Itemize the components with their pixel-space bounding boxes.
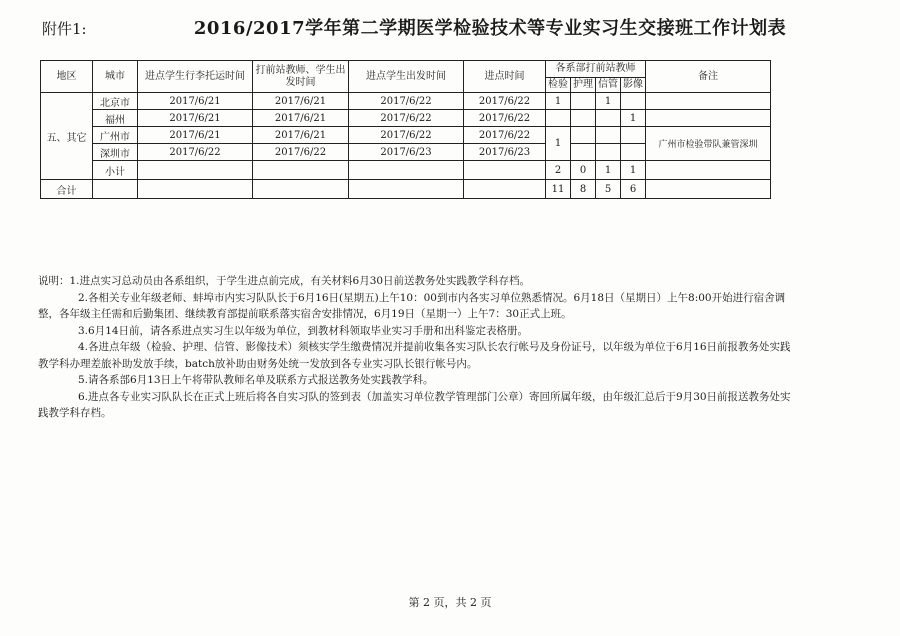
- note-item: 2.各相关专业年级老师、蚌埠市内实习队队长于6月16日(星期五)上午10：00到市内各实习单位熟悉情况。6月18日（星期日）上午8:00开始进行宿舍调整，各年级主任需和后勤集团、继续教育部提前联系落实宿舍安排情况，6月19日（星期一）上午7：30正式上班。: [38, 291, 786, 320]
- teacher-cell: 2017/6/22: [253, 144, 349, 161]
- note-item: 3.6月14日前，请各系进点实习生以年级为单位，到教材科领取毕业实习手册和出科鉴定表格册。: [78, 324, 529, 337]
- note-item: 说明：1.进点实习总动员由各系组织，于学生进点前完成，有关材料6月30日前送教务处实践教学科存档。: [38, 275, 531, 287]
- teacher-cell: 2017/6/21: [253, 127, 349, 144]
- yx-cell: [621, 144, 646, 161]
- depart-cell: 2017/6/22: [349, 127, 464, 144]
- luggage-cell: 2017/6/21: [138, 127, 253, 144]
- table-row: [41, 110, 771, 127]
- total-xg: 5: [596, 180, 621, 199]
- arrive-cell: 2017/6/22: [464, 127, 546, 144]
- total-yx: 6: [621, 180, 646, 199]
- luggage-cell: 2017/6/21: [138, 93, 253, 110]
- page-number: 第 2 页，共 2 页: [408, 596, 492, 609]
- col-header-region: 地区: [41, 61, 93, 93]
- jy-cell: 1: [546, 127, 571, 161]
- col-header-hl: 护理: [571, 78, 596, 93]
- city-cell: 广州市: [93, 127, 138, 144]
- arrive-cell: 2017/6/22: [464, 93, 546, 110]
- hl-cell: [571, 144, 596, 161]
- hl-cell: [571, 93, 596, 110]
- col-header-xg: 信管: [596, 78, 621, 93]
- jy-cell: 1: [546, 93, 571, 110]
- yx-cell: [621, 127, 646, 144]
- table-row: [41, 127, 771, 144]
- col-header-remark: 备注: [646, 61, 771, 93]
- xg-cell: [596, 144, 621, 161]
- plan-table: [40, 60, 771, 199]
- jy-cell: [546, 110, 571, 127]
- xg-cell: [596, 110, 621, 127]
- col-header-jy: 检验: [546, 78, 571, 93]
- remark-cell: 广州市检验带队兼管深圳: [646, 127, 771, 161]
- subtotal-label: 小计: [93, 161, 138, 180]
- xg-cell: 1: [596, 93, 621, 110]
- luggage-cell: 2017/6/21: [138, 110, 253, 127]
- arrive-cell: 2017/6/23: [464, 144, 546, 161]
- depart-cell: 2017/6/23: [349, 144, 464, 161]
- col-header-dept-group: 各系部打前站教师: [546, 61, 646, 78]
- subtotal-row: [41, 161, 771, 180]
- total-row: [41, 180, 771, 199]
- total-label: 合计: [41, 180, 93, 199]
- col-header-yx: 影像: [621, 78, 646, 93]
- remark-cell: [646, 93, 771, 110]
- city-cell: 福州: [93, 110, 138, 127]
- total-jy: 11: [546, 180, 571, 199]
- note-item: 4.各进点年级（检验、护理、信管、影像技术）须核实学生缴费情况并提前收集各实习队长农行帐号及身份证号，以年级为单位于6月16日前报教务处实践教学科办理差旅补助发放手续，batch放补助由财务处统一发放到各专业实习队长银行帐号内。: [38, 341, 791, 370]
- note-item: 5.请各系部6月13日上午将带队教师名单及联系方式报送教务处实践教学科。: [78, 374, 434, 386]
- note-item: 6.进点各专业实习队队长在正式上班后将各自实习队的签到表（加盖实习单位教学管理部门公章）寄回所属年级，由年级汇总后于9月30日前报送教务处实践教学科存档。: [38, 390, 791, 419]
- col-header-depart: 进点学生出发时间: [349, 61, 464, 93]
- col-header-teacher: 打前站教师、学生出发时间: [253, 61, 349, 93]
- notes-section: [38, 273, 798, 422]
- subtotal-jy: 2: [546, 161, 571, 180]
- subtotal-xg: 1: [596, 161, 621, 180]
- col-header-city: 城市: [93, 61, 138, 93]
- col-header-arrive: 进点时间: [464, 61, 546, 93]
- col-header-luggage: 进点学生行李托运时间: [138, 61, 253, 93]
- yx-cell: 1: [621, 110, 646, 127]
- hl-cell: [571, 127, 596, 144]
- luggage-cell: 2017/6/22: [138, 144, 253, 161]
- city-cell: 深圳市: [93, 144, 138, 161]
- hl-cell: [571, 110, 596, 127]
- subtotal-hl: 0: [571, 161, 596, 180]
- city-cell: 北京市: [93, 93, 138, 110]
- header-row: [41, 61, 771, 78]
- depart-cell: 2017/6/22: [349, 110, 464, 127]
- remark-cell: [646, 110, 771, 127]
- attachment-label: 附件1:: [42, 20, 87, 38]
- table-row: [41, 93, 771, 110]
- yx-cell: [621, 93, 646, 110]
- total-hl: 8: [571, 180, 596, 199]
- teacher-cell: 2017/6/21: [253, 110, 349, 127]
- xg-cell: [596, 127, 621, 144]
- depart-cell: 2017/6/22: [349, 93, 464, 110]
- region-cell: 五、其它: [41, 93, 93, 180]
- teacher-cell: 2017/6/21: [253, 93, 349, 110]
- subtotal-yx: 1: [621, 161, 646, 180]
- page-title: 2016/2017学年第二学期医学检验技术等专业实习生交接班工作计划表: [193, 18, 787, 39]
- arrive-cell: 2017/6/22: [464, 110, 546, 127]
